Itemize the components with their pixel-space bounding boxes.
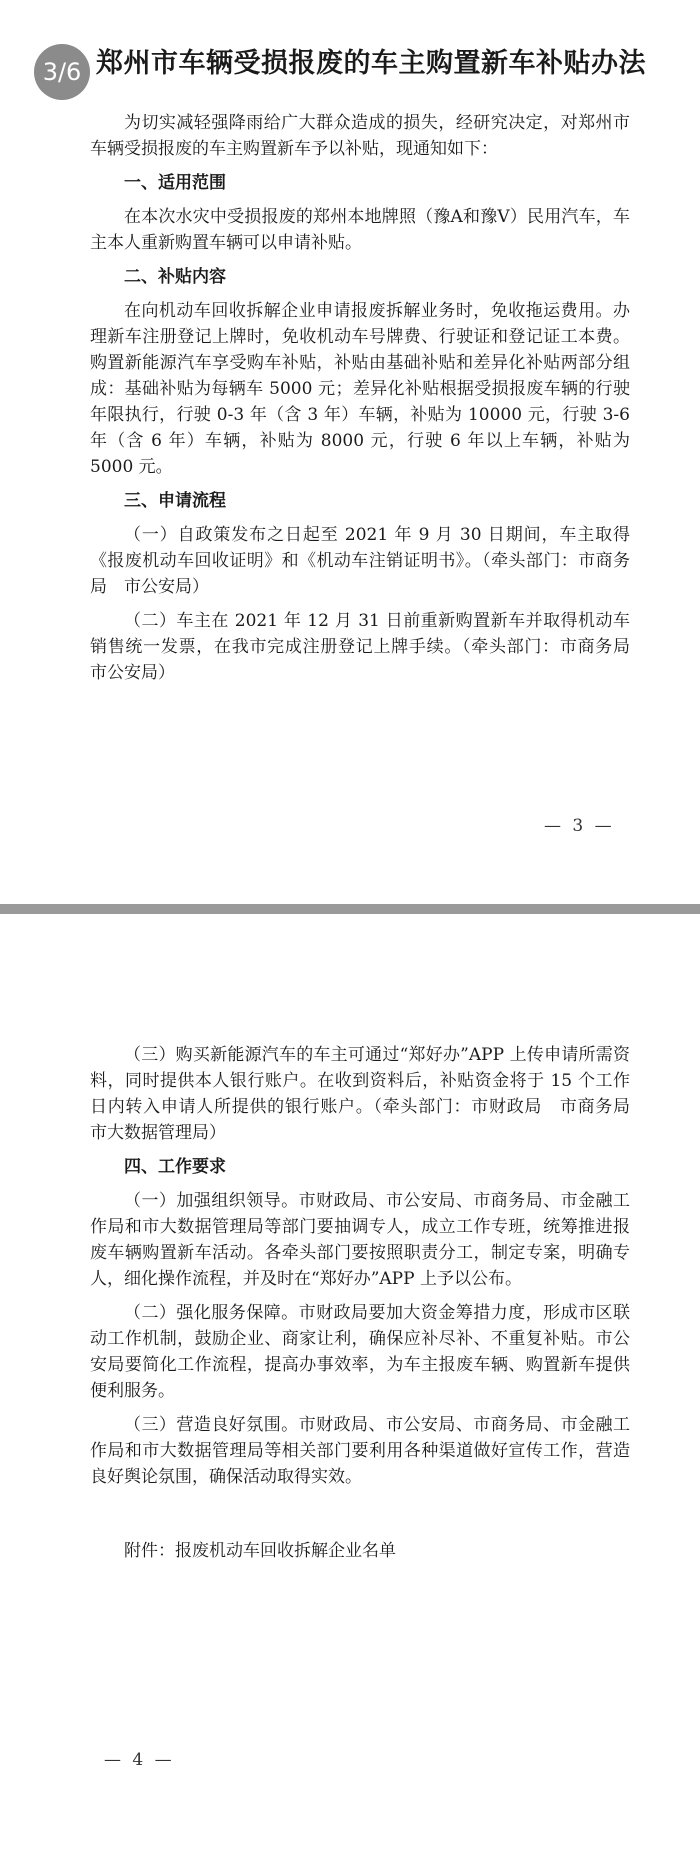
document-page-4 xyxy=(0,914,700,1864)
attachment-line: 附件：报废机动车回收拆解企业名单 xyxy=(124,1541,396,1561)
page-number: — 4 — xyxy=(104,1750,175,1770)
page-4-body xyxy=(90,1042,647,1572)
section-heading: 一、适用范围 xyxy=(124,173,226,193)
section-heading: 四、工作要求 xyxy=(124,1157,226,1177)
body-paragraph: （三）购买新能源汽车的车主可通过“郑好办”APP 上传申请所需资料，同时提供本人银行账户。在收到资料后，补贴资金将于 15 个工作日内转入申请人所提供的银行账户。（牵头部门：市财政局 市商务局 市大数据管理局） xyxy=(90,1045,647,1143)
page-separator xyxy=(0,904,700,914)
page-3-body xyxy=(90,110,647,694)
page-number: — 3 — xyxy=(544,816,615,836)
body-paragraph: （二）强化服务保障。市财政局要加大资金筹措力度，形成市区联动工作机制，鼓励企业、商家让利，确保应补尽补、不重复补贴。市公安局要简化工作流程，提高办事效率，为车主报废车辆、购置新车提供便利服务。 xyxy=(90,1303,630,1401)
body-paragraph: 在本次水灾中受损报废的郑州本地牌照（豫A和豫V）民用汽车，车主本人重新购置车辆可以申请补贴。 xyxy=(90,207,630,253)
section-heading: 二、补贴内容 xyxy=(124,267,226,287)
body-paragraph: （一）自政策发布之日起至 2021 年 9 月 30 日期间，车主取得《报废机动车回收证明》和《机动车注销证明书》。（牵头部门：市商务局 市公安局） xyxy=(90,525,630,597)
body-paragraph: （二）车主在 2021 年 12 月 31 日前重新购置新车并取得机动车销售统一发票，在我市完成注册登记上牌手续。（牵头部门：市商务局 市公安局） xyxy=(90,611,647,683)
page-counter-badge[interactable]: 3/6 xyxy=(34,44,90,100)
section-heading: 三、申请流程 xyxy=(124,491,226,511)
body-paragraph: （一）加强组织领导。市财政局、市公安局、市商务局、市金融工作局和市大数据管理局等部门要抽调专人，成立工作专班，统筹推进报废车辆购置新车活动。各牵头部门要按照职责分工，制定专案，明确专人，细化操作流程，并及时在“郑好办”APP 上予以公布。 xyxy=(90,1191,630,1289)
document-title: 郑州市车辆受损报废的车主购置新车补贴办法 xyxy=(96,48,646,79)
body-paragraph: （三）营造良好氛围。市财政局、市公安局、市商务局、市金融工作局和市大数据管理局等相关部门要利用各种渠道做好宣传工作，营造良好舆论氛围，确保活动取得实效。 xyxy=(90,1415,630,1487)
body-paragraph: 为切实减轻强降雨给广大群众造成的损失，经研究决定，对郑州市车辆受损报废的车主购置新车予以补贴，现通知如下： xyxy=(90,113,630,159)
document-page-3 xyxy=(0,0,700,904)
body-paragraph: 在向机动车回收拆解企业申请报废拆解业务时，免收拖运费用。办理新车注册登记上牌时，免收机动车号牌费、行驶证和登记证工本费。购置新能源汽车享受购车补贴，补贴由基础补贴和差异化补贴两部分组成：基础补贴为每辆车 5000 元；差异化补贴根据受损报废车辆的行驶年限执行，行驶 0-3 年（含 3 年）车辆，补贴为 10000 元，行驶 3-6 年（含 6 年）车辆，补贴为 8000 元，行驶 6 年以上车辆，补贴为 5000 元。 xyxy=(90,301,630,477)
